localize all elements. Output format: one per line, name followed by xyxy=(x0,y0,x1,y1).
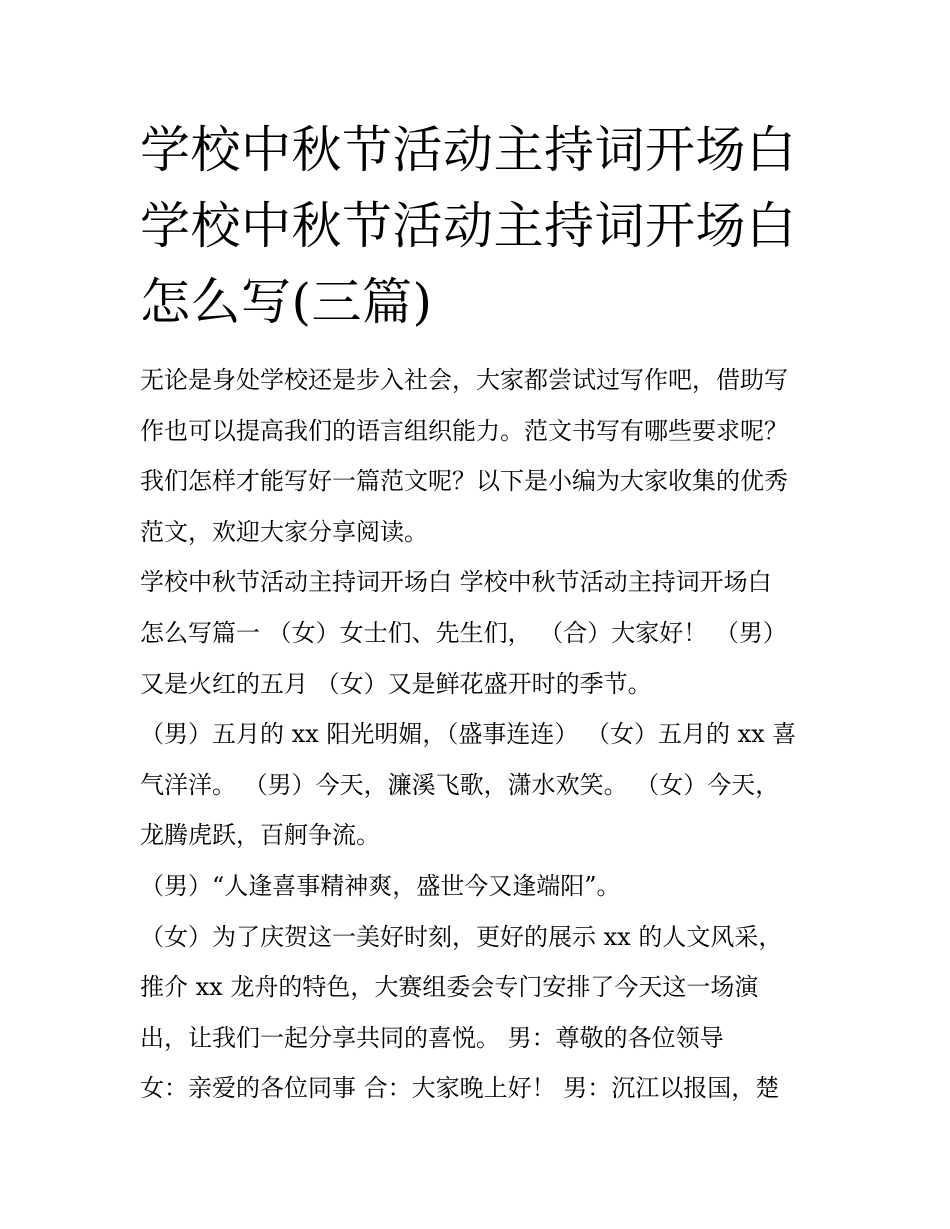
document-title xyxy=(140,112,840,340)
body-line: （男）“人逢喜事精神爽，盛世今又逢端阳”。 xyxy=(140,871,621,900)
document-body xyxy=(140,355,830,1114)
body-line: 范文，欢迎大家分享阅读。 xyxy=(140,517,428,546)
body-line: （女）为了庆贺这一美好时刻，更好的展示 xx 的人文风采， xyxy=(140,922,783,951)
title-line: 学校中秋节活动主持词开场白 xyxy=(140,121,797,179)
body-line: 又是火红的五月 （女）又是鲜花盛开时的季节。 xyxy=(140,669,652,698)
body-line: 作也可以提高我们的语言组织能力。范文书写有哪些要求呢？ xyxy=(140,416,788,445)
body-line: 气洋洋。 （男）今天，濂溪飞歌，潇水欢笑。 （女）今天， xyxy=(140,770,780,799)
body-line: 出，让我们一起分享共同的喜悦。 男：尊敬的各位领导 xyxy=(140,1023,724,1052)
body-line: 女：亲爱的各位同事 合：大家晚上好！ 男：沉江以报国，楚 xyxy=(140,1074,780,1103)
body-line: 推介 xx 龙舟的特色，大赛组委会专门安排了今天这一场演 xyxy=(140,973,759,1002)
title-line: 怎么写(三篇) xyxy=(140,273,433,331)
body-line: 龙腾虎跃，百舸争流。 xyxy=(140,821,380,850)
body-line: 无论是身处学校还是步入社会，大家都尝试过写作吧，借助写 xyxy=(140,366,788,394)
body-line: 我们怎样才能写好一篇范文呢？以下是小编为大家收集的优秀 xyxy=(140,467,788,496)
body-line: 怎么写篇一 （女）女士们、先生们， （合）大家好！ （男） xyxy=(140,618,787,647)
title-line: 学校中秋节活动主持词开场白 xyxy=(140,197,797,255)
body-line: （男）五月的 xx 阳光明媚，（盛事连连） （女）五月的 xx 喜 xyxy=(140,720,797,749)
body-line: 学校中秋节活动主持词开场白 学校中秋节活动主持词开场白 xyxy=(140,568,772,597)
